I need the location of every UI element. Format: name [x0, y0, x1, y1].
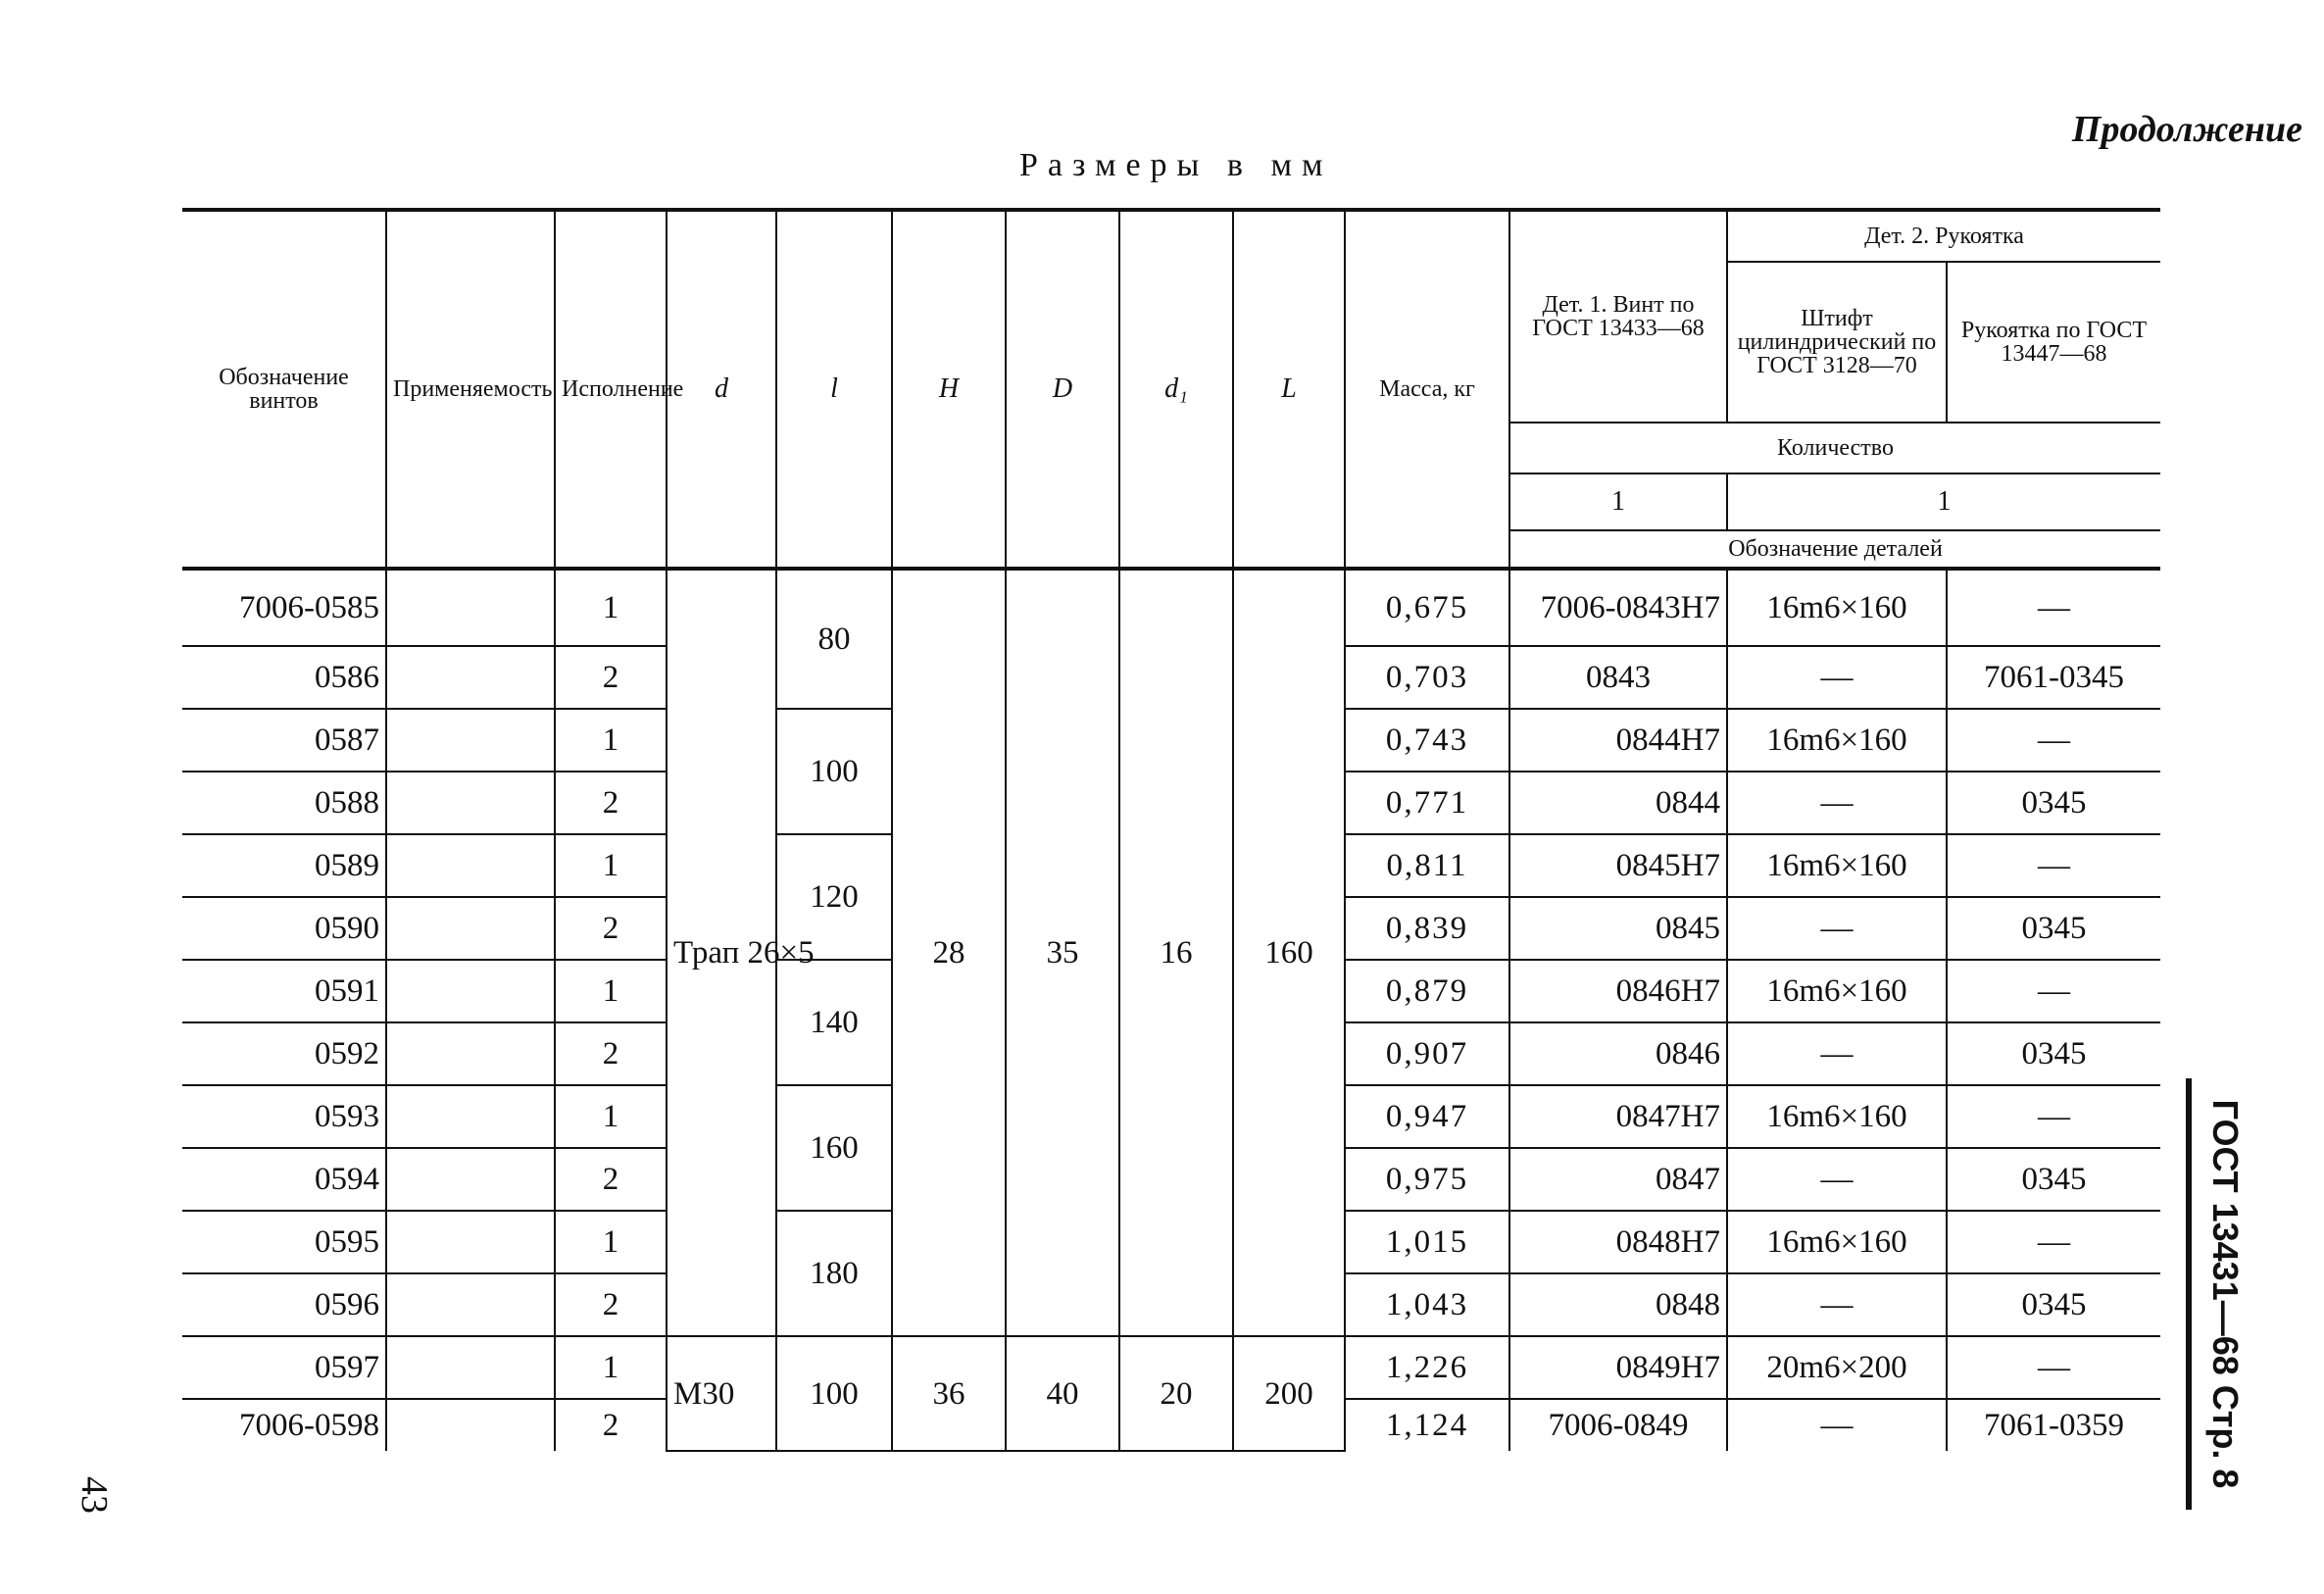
screw-cell: 0845Н7 [1509, 834, 1727, 897]
designation-cell: 0595 [182, 1211, 386, 1273]
pin-cell: 16m6×160 [1727, 569, 1947, 646]
version-cell: 1 [555, 569, 667, 646]
version-cell: 2 [555, 646, 667, 709]
header-mass: Масса, кг [1345, 210, 1509, 569]
designation-cell: 0594 [182, 1148, 386, 1211]
screw-cell: 7006-0849 [1509, 1399, 1727, 1451]
designation-cell: 0590 [182, 897, 386, 960]
applicability-cell [386, 1399, 555, 1451]
pin-cell: — [1727, 897, 1947, 960]
handle-cell: — [1947, 834, 2160, 897]
screw-cell: 0848 [1509, 1273, 1727, 1336]
pin-cell: 16m6×160 [1727, 834, 1947, 897]
header-H: H [892, 210, 1006, 569]
length-cell: 140 [776, 960, 892, 1085]
header-part1-screw: Дет. 1. Винт по ГОСТ 13433—68 [1509, 210, 1727, 423]
handle-cell: 0345 [1947, 1273, 2160, 1336]
mass-cell: 1,124 [1345, 1399, 1509, 1451]
applicability-cell [386, 897, 555, 960]
header-l: l [776, 210, 892, 569]
header-pin: Штифт цилиндрический по ГОСТ 3128—70 [1727, 262, 1947, 423]
spec-table-container [182, 208, 2160, 1452]
spec-table [182, 208, 2160, 1452]
page-number: 43 [74, 1476, 115, 1514]
length-cell: 100 [776, 709, 892, 834]
applicability-cell [386, 772, 555, 834]
designation-cell: 0593 [182, 1085, 386, 1148]
header-qty-screw: 1 [1509, 473, 1727, 530]
mass-cell: 0,743 [1345, 709, 1509, 772]
mass-cell: 0,771 [1345, 772, 1509, 834]
applicability-cell [386, 834, 555, 897]
screw-cell: 7006-0843Н7 [1509, 569, 1727, 646]
applicability-cell [386, 1336, 555, 1399]
screw-cell: 0846Н7 [1509, 960, 1727, 1022]
length-cell: 160 [776, 1085, 892, 1211]
thread-cell-trap: Трап 26×5 [667, 569, 776, 1336]
length-cell: 120 [776, 834, 892, 960]
screw-cell: 0844Н7 [1509, 709, 1727, 772]
thread-cell-m30: М30 [667, 1336, 776, 1451]
header-handle: Рукоятка по ГОСТ 13447—68 [1947, 262, 2160, 423]
header-applicability: Применяемость [386, 210, 555, 569]
applicability-cell [386, 960, 555, 1022]
applicability-cell [386, 569, 555, 646]
mass-cell: 0,839 [1345, 897, 1509, 960]
pin-cell: — [1727, 772, 1947, 834]
applicability-cell [386, 1273, 555, 1336]
table-row [182, 569, 2160, 646]
mass-cell: 0,703 [1345, 646, 1509, 709]
applicability-cell [386, 1085, 555, 1148]
header-L: L [1233, 210, 1345, 569]
designation-cell: 7006-0598 [182, 1399, 386, 1451]
version-cell: 2 [555, 772, 667, 834]
handle-cell: — [1947, 1336, 2160, 1399]
handle-cell: 0345 [1947, 1148, 2160, 1211]
table-row [182, 1336, 2160, 1399]
height-cell: 36 [892, 1336, 1006, 1451]
version-cell: 1 [555, 709, 667, 772]
mass-cell: 0,947 [1345, 1085, 1509, 1148]
handle-cell: — [1947, 1211, 2160, 1273]
header-d: d [667, 210, 776, 569]
d1-cell: 20 [1119, 1336, 1233, 1451]
version-cell: 2 [555, 1399, 667, 1451]
version-cell: 2 [555, 1148, 667, 1211]
length-cell: 180 [776, 1211, 892, 1336]
handle-cell: 7061-0345 [1947, 646, 2160, 709]
designation-cell: 7006-0585 [182, 569, 386, 646]
mass-cell: 0,675 [1345, 569, 1509, 646]
screw-cell: 0848Н7 [1509, 1211, 1727, 1273]
header-part2-handle: Дет. 2. Рукоятка [1727, 210, 2160, 262]
designation-cell: 0588 [182, 772, 386, 834]
pin-cell: — [1727, 1022, 1947, 1085]
mass-cell: 0,811 [1345, 834, 1509, 897]
handle-cell: 0345 [1947, 897, 2160, 960]
total-length-cell: 200 [1233, 1336, 1345, 1451]
length-cell: 80 [776, 569, 892, 709]
designation-cell: 0586 [182, 646, 386, 709]
designation-cell: 0592 [182, 1022, 386, 1085]
pin-cell: — [1727, 1273, 1947, 1336]
screw-cell: 0847Н7 [1509, 1085, 1727, 1148]
mass-cell: 0,907 [1345, 1022, 1509, 1085]
diameter-cell: 40 [1006, 1336, 1119, 1451]
applicability-cell [386, 1022, 555, 1085]
handle-cell: — [1947, 569, 2160, 646]
diameter-cell: 35 [1006, 569, 1119, 1336]
pin-cell: — [1727, 1148, 1947, 1211]
standard-side-label: ГОСТ 13431—68 Стр. 8 [2205, 1099, 2246, 1489]
designation-cell: 0597 [182, 1336, 386, 1399]
handle-cell: — [1947, 1085, 2160, 1148]
total-length-cell: 160 [1233, 569, 1345, 1336]
header-version: Исполнение [555, 210, 667, 569]
designation-cell: 0591 [182, 960, 386, 1022]
version-cell: 2 [555, 1022, 667, 1085]
screw-cell: 0849Н7 [1509, 1336, 1727, 1399]
mass-cell: 1,043 [1345, 1273, 1509, 1336]
applicability-cell [386, 1148, 555, 1211]
version-cell: 1 [555, 834, 667, 897]
pin-cell: 16m6×160 [1727, 960, 1947, 1022]
continuation-label: Продолжение [2071, 109, 2302, 150]
version-cell: 1 [555, 1085, 667, 1148]
applicability-cell [386, 1211, 555, 1273]
pin-cell: — [1727, 646, 1947, 709]
pin-cell: 20m6×200 [1727, 1336, 1947, 1399]
version-cell: 2 [555, 1273, 667, 1336]
handle-cell: — [1947, 709, 2160, 772]
screw-cell: 0845 [1509, 897, 1727, 960]
header-d1: d₁ [1119, 210, 1233, 569]
height-cell: 28 [892, 569, 1006, 1336]
handle-cell: 7061-0359 [1984, 1407, 2124, 1443]
mass-cell: 0,975 [1345, 1148, 1509, 1211]
d1-cell: 16 [1119, 569, 1233, 1336]
mass-cell: 0,879 [1345, 960, 1509, 1022]
version-cell: 1 [555, 960, 667, 1022]
mass-cell: 1,226 [1345, 1336, 1509, 1399]
mass-cell: 1,015 [1345, 1211, 1509, 1273]
pin-cell: 16m6×160 [1727, 1211, 1947, 1273]
units-label: Размеры в мм [1019, 147, 1333, 183]
version-cell: 2 [555, 897, 667, 960]
screw-cell: 0843 [1509, 646, 1727, 709]
screw-cell: 0847 [1509, 1148, 1727, 1211]
header-part-designation: Обозначение деталей [1509, 530, 2160, 569]
screw-cell: 0844 [1509, 772, 1727, 834]
handle-cell: 0345 [1947, 1022, 2160, 1085]
header-D: D [1006, 210, 1119, 569]
length-cell: 100 [776, 1336, 892, 1451]
header-qty-handle: 1 [1727, 473, 2160, 530]
header-quantity: Количество [1509, 423, 2160, 473]
designation-cell: 0589 [182, 834, 386, 897]
version-cell: 1 [555, 1336, 667, 1399]
header-designation: Обозначение винтов [182, 210, 386, 569]
pin-cell: 16m6×160 [1727, 709, 1947, 772]
pin-cell: 16m6×160 [1727, 1085, 1947, 1148]
applicability-cell [386, 646, 555, 709]
screw-cell: 0846 [1509, 1022, 1727, 1085]
handle-cell: — [1947, 960, 2160, 1022]
version-cell: 1 [555, 1211, 667, 1273]
designation-cell: 0587 [182, 709, 386, 772]
applicability-cell [386, 709, 555, 772]
pin-cell: — [1727, 1399, 1947, 1451]
designation-cell: 0596 [182, 1273, 386, 1336]
handle-cell: 0345 [1947, 772, 2160, 834]
